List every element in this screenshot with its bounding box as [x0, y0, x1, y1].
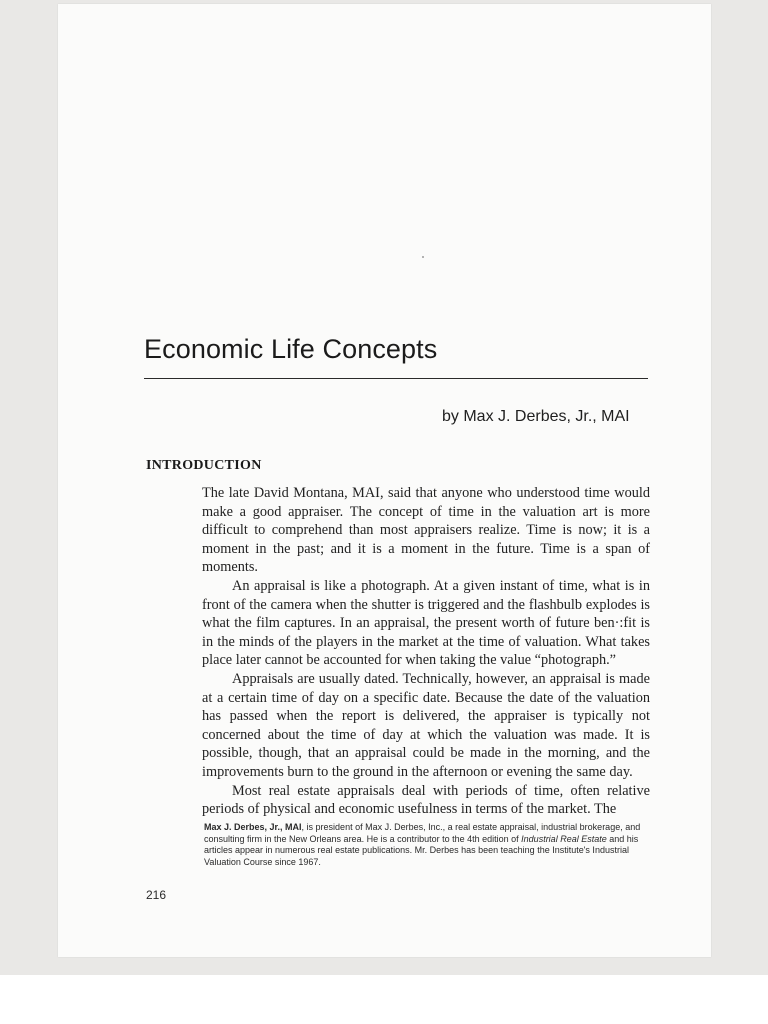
author-footnote — [204, 822, 652, 868]
body-text — [202, 484, 650, 819]
footnote-text-part-1: , is president of Max J. Derbes, Inc., a real estate appraisal, industrial brokerage, and consulting firm in the New Orleans area. He is a contributor to the 4th edition of — [204, 822, 641, 844]
scan-speck — [422, 256, 424, 258]
paragraph-1: The late David Montana, MAI, said that anyone who understood time would make a good appraiser. The concept of time in the valuation art is more difficult to comprehend than most appraisers realize. Time is now; it is a moment in the past; and it is a moment in the future. Time is a span of moments. — [202, 485, 650, 576]
author-byline: by Max J. Derbes, Jr., MAI — [442, 408, 630, 425]
scan-bottom-margin — [0, 975, 768, 1024]
paragraph-3: Appraisals are usually dated. Technically, however, an appraisal is made at a certain time of day on a specific date. Because the date of the valuation has passed when the report is delivered, the appraiser is typically not concerned about the time of day at which the valuation was made. It is possible, though, that an appraisal could be made in the morning, and the improvements burn to the ground in the afternoon or evening the same day. — [202, 670, 650, 780]
paragraph-2: An appraisal is like a photograph. At a given instant of time, what is in front of the camera when the shutter is triggered and the flashbulb explodes is what the film captures. In an appraisal, the present worth of future ben·:fit is in the minds of the players in the market at the time of valuation. What takes place later cannot be accounted for when taking the value “photograph.” — [202, 577, 650, 669]
section-heading-introduction: INTRODUCTION — [146, 458, 262, 473]
footnote-author-name: Max J. Derbes, Jr., MAI — [204, 822, 302, 832]
footnote-text-part-2: and his articles appear in numerous real estate publications. Mr. Derbes has been teaching the Institute's Industrial Valuation Course since 1967. — [204, 833, 639, 867]
paragraph-4: Most real estate appraisals deal with periods of time, often relative periods of physical and economic usefulness in terms of the market. The — [202, 782, 650, 818]
title-underline-rule — [144, 378, 648, 379]
document-page — [58, 4, 711, 957]
page-number: 216 — [146, 888, 167, 902]
footnote-book-title: Industrial Real Estate — [521, 833, 607, 844]
article-title: Economic Life Concepts — [144, 334, 438, 364]
